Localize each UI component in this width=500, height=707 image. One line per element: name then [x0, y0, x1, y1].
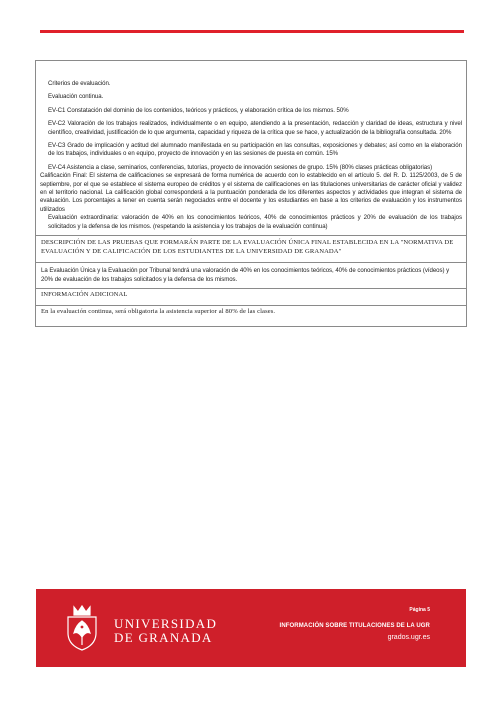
page-number: Página 5: [409, 607, 430, 613]
tribunal-section: [36, 263, 466, 289]
university-name: [114, 617, 217, 645]
criteria-heading: Criterios de evaluación.: [48, 80, 111, 87]
header-rule: [40, 30, 464, 33]
university-name-line2: DE GRANADA: [114, 630, 213, 645]
grados-site-link[interactable]: grados.ugr.es: [387, 634, 430, 641]
criteria-section: [36, 61, 466, 236]
criterion-ev-c4: EV-C4 Asistencia a clase, seminarios, conferencias, tutorías, proyecto de innovación sesiones de grupo. 15% (80% clases prácticas obligatorias): [48, 163, 433, 171]
additional-info-heading: INFORMACIÓN ADICIONAL: [41, 291, 128, 299]
final-grade-text: Calificación Final: El sistema de calificaciones se expresará de forma numérica de acuerdo con lo establecido en el artículo 5. del R. D. 1125/2003, de 5 de septiembre, por el que se establece el sistema europeo de créditos y el sistema de calificaciones en las titulaciones universitarias de carácter oficial y validez en el territorio nacional. La calificación global corresponderá a la puntuación ponderada de los diferentes aspectos y actividades que integran el sistema de evaluación. Los porcentajes a tener en cuenta serán negociados entre el docente y los estudiantes en base a los criterios de evaluación y los instrumentos utilizados: [40, 172, 462, 213]
extraordinary-eval-text: Evaluación extraordinaria: valoración de 40% en los conocimientos teóricos, 40% de conocimientos prácticos y 20% de evaluación de los trabajos solicitados y la defensa de los mismos. (respetando la asistencia y los trabajos de la evaluación continua): [48, 214, 462, 230]
single-final-eval-description: DESCRIPCIÓN DE LAS PRUEBAS QUE FORMARÁN PARTE DE LA EVALUACIÓN ÚNICA FINAL ESTABLECIDA EN LA "NORMATIVA DE EVALUACIÓN Y DE CALIFICACIÓN DE LOS ESTUDIANTES DE LA UNIVERSIDAD DE GRANADA": [41, 239, 454, 255]
evaluation-table: [35, 60, 467, 327]
footer-banner: [36, 589, 466, 667]
tribunal-text: La Evaluación Única y la Evaluación por Tribunal tendrá una valoración de 40% en los conocimientos teóricos, 40% de conocimientos prácticos (vídeos) y 20% de evaluación de los trabajos solicitados y la defensa de los mismos.: [41, 267, 450, 283]
additional-info-heading-cell: [36, 289, 466, 306]
criterion-ev-c2: EV-C2 Valoración de los trabajos realizados, individualmente o en equipo, atendiendo a la presentación, redacción y claridad de ideas, estructura y nivel científico, creatividad, justificación de lo que argumenta, capacidad y riqueza de la crítica que se hace, y actualización de la bibliografía consultada. 20%: [48, 120, 462, 136]
university-crest-icon: [60, 603, 104, 653]
additional-info-cell: [36, 306, 466, 326]
additional-info-text: En la evaluación continua, será obligatoria la asistencia superior al 80% de las clases.: [41, 308, 276, 316]
criterion-ev-c1: EV-C1 Constatación del dominio de los contenidos, teóricos y prácticos, y elaboración crítica de los mismos. 50%: [48, 106, 349, 114]
continuous-heading: Evaluación continua.: [48, 93, 104, 101]
single-final-eval-heading: [36, 236, 466, 263]
criterion-ev-c3: EV-C3 Grado de implicación y actitud del alumnado manifestada en su participación en las consultas, exposiciones y debates; así como en la elaboración de los trabajos, individuales o en equipo, proyecto de innovación y en las sesiones de puesta en común. 15%: [48, 142, 462, 158]
university-name-line1: UNIVERSIDAD: [114, 616, 218, 631]
info-title: INFORMACIÓN SOBRE TITULACIONES DE LA UGR: [279, 623, 430, 629]
